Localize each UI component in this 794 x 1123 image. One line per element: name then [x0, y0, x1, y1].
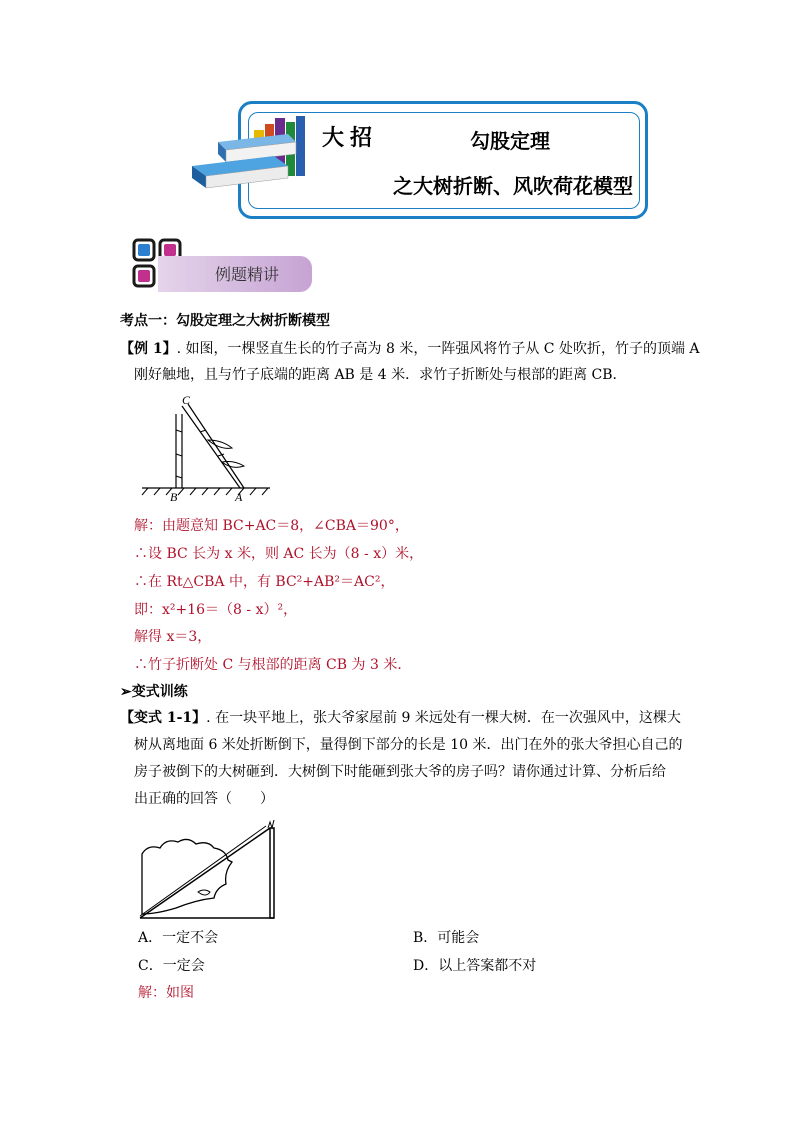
solution-line: ∴竹子折断处 C 与根部的距离 CB 为 3 米． [134, 657, 412, 673]
solution-line: ∴设 BC 长为 x 米，则 AC 长为（8 - x）米， [134, 546, 424, 562]
solution-line: 解：由题意知 BC+AC＝8，∠CBA＝90°， [134, 518, 409, 534]
practice-heading: ➢变式训练 [120, 684, 188, 700]
option-d: D．以上答案都不对 [413, 958, 537, 974]
bamboo-figure [138, 392, 278, 504]
option-a: A．一定不会 [138, 930, 219, 946]
solution-line: 即：x²+16＝（8 - x）²， [134, 602, 298, 618]
practice-solution: 解：如图 [138, 985, 194, 1001]
banner-tag: 大招 [322, 125, 379, 151]
practice-label: 【变式 1-1】 [120, 710, 207, 726]
banner-title: 勾股定理 [470, 129, 550, 153]
example-1-line-2: 刚好触地，且与竹子底端的距离 AB 是 4 米．求竹子折断处与根部的距离 CB． [134, 367, 627, 383]
banner-subtitle: 之大树折断、风吹荷花模型 [393, 174, 633, 198]
option-c: C．一定会 [138, 958, 205, 974]
example-1-label: 【例 1】 [120, 341, 177, 357]
tree-house-figure [136, 814, 280, 920]
label-b: B [170, 490, 178, 504]
practice-line: 出正确的回答（ ） [134, 791, 274, 807]
practice-line-1: 【变式 1-1】. 在一块平地上，张大爷家屋前 9 米远处有一棵大树．在一次强风中，这棵大 [120, 710, 681, 726]
option-b: B．可能会 [413, 930, 480, 946]
books-icon [188, 112, 318, 192]
practice-line: 房子被倒下的大树砸到．大树倒下时能砸到张大爷的房子吗？请你通过计算、分析后给 [134, 764, 666, 780]
section-title: 例题精讲 [215, 265, 280, 284]
example-1-line-1: 【例 1】. 如图，一棵竖直生长的竹子高为 8 米，一阵强风将竹子从 C 处吹折，竹子的顶端 A [120, 341, 700, 357]
label-c: C [182, 393, 191, 407]
solution-line: 解得 x＝3， [134, 629, 212, 645]
label-a: A [235, 490, 243, 504]
topic-heading: 考点一：勾股定理之大树折断模型 [120, 313, 330, 329]
solution-line: ∴在 Rt△CBA 中，有 BC²+AB²＝AC²， [134, 574, 395, 590]
practice-line: 树从离地面 6 米处折断倒下，量得倒下部分的长是 10 米．出门在外的张大爷担心自己的 [134, 737, 683, 753]
